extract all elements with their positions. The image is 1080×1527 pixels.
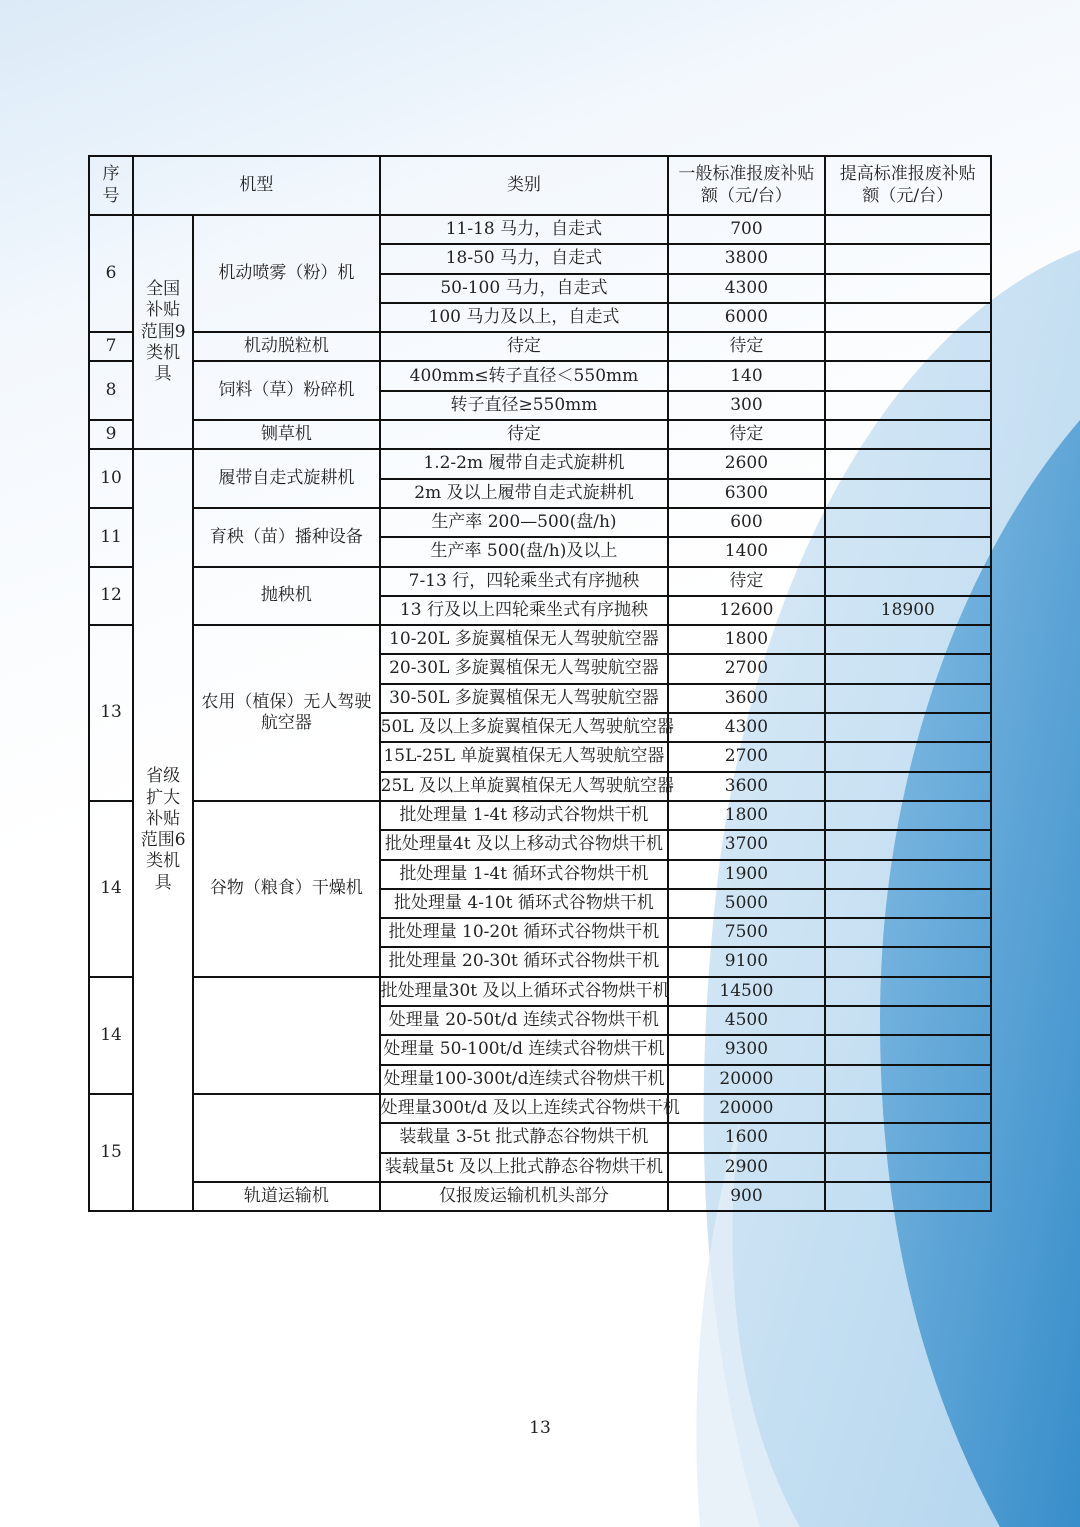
category-cell: 处理量300t/d 及以上连续式谷物烘干机 (380, 1094, 669, 1123)
category-cell: 2m 及以上履带自走式旋耕机 (380, 479, 669, 508)
standard-value: 4500 (668, 1006, 824, 1035)
category-cell: 13 行及以上四轮乘坐式有序抛秧 (380, 596, 669, 625)
table-row (89, 1094, 991, 1123)
scope-national: 全国补贴范围9类机具 (133, 215, 193, 449)
type-cell: 机动脱粒机 (193, 332, 379, 361)
category-cell: 装载量 3-5t 批式静态谷物烘干机 (380, 1123, 669, 1152)
table-row (89, 361, 991, 390)
table-row (89, 420, 991, 449)
standard-value: 20000 (668, 1065, 824, 1094)
table-row (89, 508, 991, 537)
header-machine-type: 机型 (133, 156, 380, 215)
category-cell: 处理量 20-50t/d 连续式谷物烘干机 (380, 1006, 669, 1035)
category-cell: 30-50L 多旋翼植保无人驾驶航空器 (380, 684, 669, 713)
standard-value: 300 (668, 391, 824, 420)
standard-value: 6300 (668, 479, 824, 508)
header-seq: 序号 (89, 156, 133, 215)
higher-value (825, 684, 991, 713)
standard-value: 140 (668, 361, 824, 390)
standard-value: 待定 (668, 567, 824, 596)
seq-cell: 13 (89, 625, 133, 801)
category-cell: 批处理量 20-30t 循环式谷物烘干机 (380, 947, 669, 976)
higher-value (825, 361, 991, 390)
standard-value: 9300 (668, 1035, 824, 1064)
header-higher-subsidy: 提高标准报废补贴额（元/台） (825, 156, 991, 215)
table-header-row (89, 156, 991, 215)
standard-value: 1600 (668, 1123, 824, 1152)
standard-value: 7500 (668, 918, 824, 947)
higher-value (825, 303, 991, 332)
type-cell: 铡草机 (193, 420, 379, 449)
standard-value: 1900 (668, 860, 824, 889)
standard-value: 1800 (668, 625, 824, 654)
standard-value: 2900 (668, 1153, 824, 1182)
table-row (89, 977, 991, 1006)
standard-value: 待定 (668, 332, 824, 361)
category-cell: 20-30L 多旋翼植保无人驾驶航空器 (380, 654, 669, 683)
table-row (89, 801, 991, 830)
standard-value: 600 (668, 508, 824, 537)
seq-cell: 10 (89, 449, 133, 508)
higher-value (825, 567, 991, 596)
standard-value: 待定 (668, 420, 824, 449)
category-cell: 批处理量 10-20t 循环式谷物烘干机 (380, 918, 669, 947)
type-cell: 轨道运输机 (193, 1182, 379, 1211)
type-cell: 抛秧机 (193, 567, 379, 626)
category-cell: 待定 (380, 332, 669, 361)
category-cell: 11-18 马力，自走式 (380, 215, 669, 244)
category-cell: 1.2-2m 履带自走式旋耕机 (380, 449, 669, 478)
higher-value (825, 420, 991, 449)
category-cell: 400mm≤转子直径＜550mm (380, 361, 669, 390)
page-number: 13 (529, 1418, 551, 1438)
category-cell: 批处理量 1-4t 循环式谷物烘干机 (380, 860, 669, 889)
category-cell: 批处理量 1-4t 移动式谷物烘干机 (380, 801, 669, 830)
higher-value (825, 391, 991, 420)
higher-value: 18900 (825, 596, 991, 625)
higher-value (825, 830, 991, 859)
standard-value: 4300 (668, 713, 824, 742)
category-cell: 转子直径≥550mm (380, 391, 669, 420)
standard-value: 1800 (668, 801, 824, 830)
header-standard-subsidy: 一般标准报废补贴额（元/台） (668, 156, 824, 215)
higher-value (825, 244, 991, 273)
category-cell: 装载量5t 及以上批式静态谷物烘干机 (380, 1153, 669, 1182)
seq-cell: 8 (89, 361, 133, 420)
higher-value (825, 1094, 991, 1123)
type-cell: 农用（植保）无人驾驶航空器 (193, 625, 379, 801)
standard-value: 3700 (668, 830, 824, 859)
category-cell: 10-20L 多旋翼植保无人驾驶航空器 (380, 625, 669, 654)
higher-value (825, 977, 991, 1006)
category-cell: 处理量100-300t/d连续式谷物烘干机 (380, 1065, 669, 1094)
standard-value: 12600 (668, 596, 824, 625)
scope-provincial: 省级扩大补贴范围6类机具 (133, 449, 193, 1211)
standard-value: 6000 (668, 303, 824, 332)
higher-value (825, 1035, 991, 1064)
higher-value (825, 274, 991, 303)
table-row (89, 567, 991, 596)
standard-value: 2700 (668, 742, 824, 771)
higher-value (825, 332, 991, 361)
category-cell: 25L 及以上单旋翼植保无人驾驶航空器 (380, 772, 669, 801)
category-cell: 生产率 200—500(盘/h) (380, 508, 669, 537)
standard-value: 1400 (668, 537, 824, 566)
higher-value (825, 742, 991, 771)
type-cell: 饲料（草）粉碎机 (193, 361, 379, 420)
standard-value: 3800 (668, 244, 824, 273)
higher-value (825, 1153, 991, 1182)
higher-value (825, 625, 991, 654)
higher-value (825, 860, 991, 889)
standard-value: 700 (668, 215, 824, 244)
seq-cell: 14 (89, 801, 133, 977)
category-cell: 待定 (380, 420, 669, 449)
category-cell: 7-13 行，四轮乘坐式有序抛秧 (380, 567, 669, 596)
standard-value: 9100 (668, 947, 824, 976)
higher-value (825, 918, 991, 947)
seq-cell: 9 (89, 420, 133, 449)
category-cell: 仅报废运输机机头部分 (380, 1182, 669, 1211)
higher-value (825, 947, 991, 976)
higher-value (825, 215, 991, 244)
table-row (89, 215, 991, 244)
standard-value: 2700 (668, 654, 824, 683)
seq-cell: 7 (89, 332, 133, 361)
higher-value (825, 1182, 991, 1211)
type-cell: 育秧（苗）播种设备 (193, 508, 379, 567)
category-cell: 50-100 马力，自走式 (380, 274, 669, 303)
table-row (89, 625, 991, 654)
category-cell: 18-50 马力，自走式 (380, 244, 669, 273)
higher-value (825, 801, 991, 830)
standard-value: 900 (668, 1182, 824, 1211)
table-row (89, 449, 991, 478)
standard-value: 14500 (668, 977, 824, 1006)
standard-value: 5000 (668, 889, 824, 918)
seq-cell: 12 (89, 567, 133, 626)
category-cell: 批处理量4t 及以上移动式谷物烘干机 (380, 830, 669, 859)
seq-cell: 6 (89, 215, 133, 332)
higher-value (825, 479, 991, 508)
standard-value: 3600 (668, 684, 824, 713)
seq-cell: 15 (89, 1094, 133, 1211)
category-cell: 50L 及以上多旋翼植保无人驾驶航空器 (380, 713, 669, 742)
category-cell: 15L-25L 单旋翼植保无人驾驶航空器 (380, 742, 669, 771)
category-cell: 生产率 500(盘/h)及以上 (380, 537, 669, 566)
higher-value (825, 654, 991, 683)
standard-value: 3600 (668, 772, 824, 801)
standard-value: 20000 (668, 1094, 824, 1123)
header-category: 类别 (380, 156, 669, 215)
type-cell: 机动喷雾（粉）机 (193, 215, 379, 332)
category-cell: 100 马力及以上，自走式 (380, 303, 669, 332)
table-row (89, 1182, 991, 1211)
higher-value (825, 1123, 991, 1152)
seq-cell: 14 (89, 977, 133, 1094)
type-cell: 谷物（粮食）干燥机 (193, 801, 379, 977)
standard-value: 2600 (668, 449, 824, 478)
higher-value (825, 508, 991, 537)
higher-value (825, 713, 991, 742)
higher-value (825, 449, 991, 478)
higher-value (825, 889, 991, 918)
higher-value (825, 537, 991, 566)
type-cell (193, 1094, 379, 1182)
higher-value (825, 1065, 991, 1094)
subsidy-table (88, 155, 992, 1212)
standard-value: 4300 (668, 274, 824, 303)
category-cell: 批处理量 4-10t 循环式谷物烘干机 (380, 889, 669, 918)
higher-value (825, 772, 991, 801)
category-cell: 处理量 50-100t/d 连续式谷物烘干机 (380, 1035, 669, 1064)
type-cell (193, 977, 379, 1094)
higher-value (825, 1006, 991, 1035)
seq-cell: 11 (89, 508, 133, 567)
category-cell: 批处理量30t 及以上循环式谷物烘干机 (380, 977, 669, 1006)
table-row (89, 332, 991, 361)
type-cell: 履带自走式旋耕机 (193, 449, 379, 508)
